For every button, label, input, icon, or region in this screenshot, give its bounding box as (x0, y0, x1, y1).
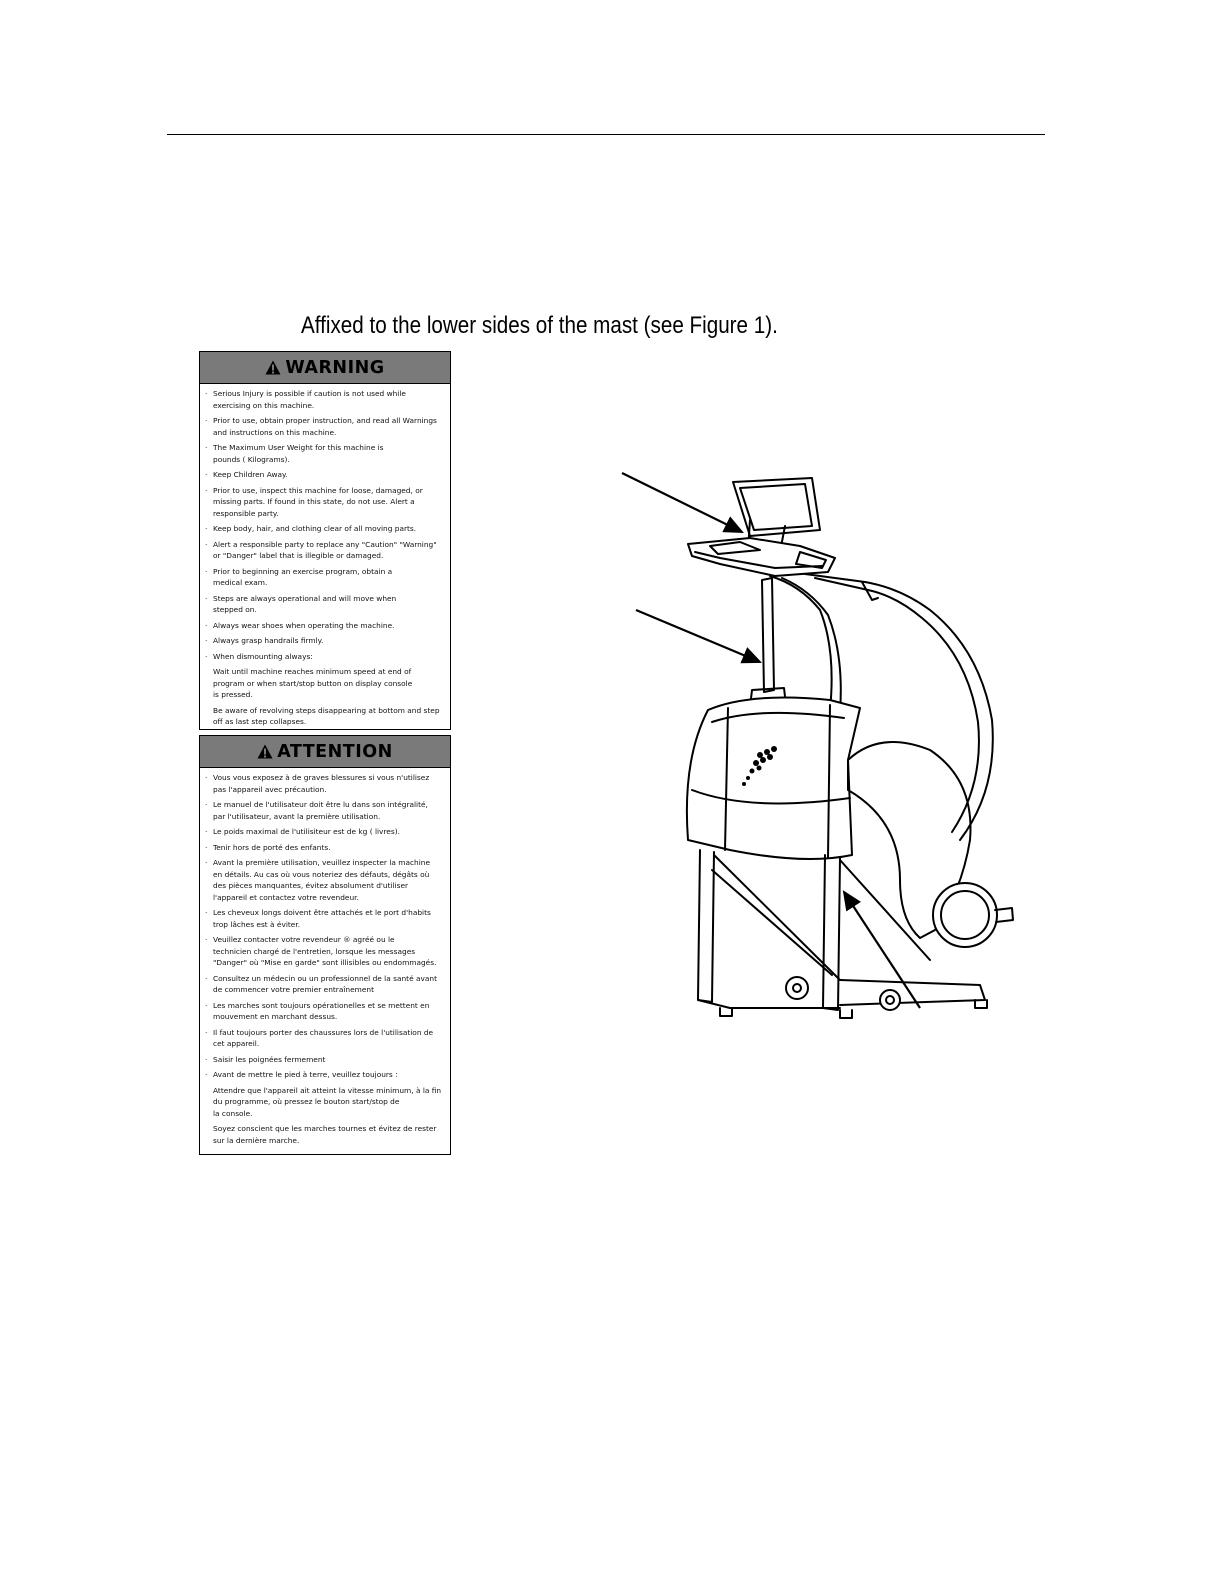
warning-label-header (200, 352, 450, 384)
label-item (205, 772, 446, 795)
label-item-line: Avant la première utilisation, veuillez inspecter la machine (213, 858, 431, 867)
label-subitem-line: program or when start/stop button on display console (213, 678, 413, 688)
label-subitem-line: Wait until machine reaches minimum speed at end of (213, 667, 412, 676)
label-subitem-line: la console. (213, 1108, 253, 1118)
label-subitem-line: du programme, où pressez le bouton start/stop de (213, 1097, 400, 1106)
label-item-line: Consultez un médecin ou un professionnel de la santé avant (213, 973, 437, 983)
label-item-line: responsible party. (213, 508, 279, 518)
label-item-line: Prior to beginning an exercise program, obtain a (213, 566, 393, 576)
bullet-icon: · (205, 935, 208, 944)
label-item-line: medical exam. (213, 578, 268, 587)
label-item-line: Le poids maximal de l'utilisiteur est de kg ( livres). (213, 827, 400, 836)
label-item-line: par l'utilisateur, avant la première utilisation. (213, 811, 381, 821)
label-item-line: exercising on this machine. (213, 400, 315, 410)
label-item (205, 485, 446, 520)
bullet-icon: · (205, 593, 208, 603)
label-item-line: missing parts. If found in this state, do not use. Alert a (213, 497, 415, 506)
label-item (205, 1054, 446, 1066)
bullet-icon: · (205, 524, 208, 533)
label-item-line: Keep body, hair, and clothing clear of all moving parts. (213, 524, 417, 533)
label-item (205, 1069, 446, 1081)
label-item (205, 442, 446, 465)
label-item (205, 539, 446, 562)
label-item-line: "Danger" où "Mise en garde" sont illisibles ou endommagés. (213, 958, 437, 967)
bullet-icon: · (205, 620, 208, 630)
label-item (205, 469, 446, 481)
label-item (205, 388, 446, 411)
header-rule (167, 134, 1045, 135)
bullet-icon: · (205, 827, 208, 836)
label-item (205, 523, 446, 535)
label-item-line: Veuillez contacter votre revendeur ® agréé ou le (213, 935, 395, 944)
bullet-icon: · (205, 470, 208, 479)
label-item (205, 620, 446, 632)
label-item (205, 566, 446, 589)
bullet-icon: · (205, 1000, 208, 1010)
label-item (205, 651, 446, 663)
label-item-line: de commencer votre premier entraînement (213, 985, 374, 994)
bullet-icon: · (205, 1070, 208, 1079)
label-item-line: Prior to use, obtain proper instruction, and read all Warnings (213, 416, 437, 425)
bullet-icon: · (205, 485, 208, 495)
bullet-icon: · (205, 416, 208, 425)
bullet-icon: · (205, 908, 208, 917)
label-item-line: Serious Injury is possible if caution is not used while (213, 389, 406, 398)
bullet-icon: · (205, 389, 208, 398)
attention-label (199, 735, 451, 1155)
label-subitem-line: Attendre que l'appareil ait atteint la vitesse minimum, à la fin (213, 1085, 442, 1095)
label-item-line: When dismounting always: (213, 651, 313, 661)
label-location-caption: Affixed to the lower sides of the mast (see Figure 1). (301, 312, 778, 339)
label-item-line: mouvement en marchant dessus. (213, 1012, 338, 1021)
label-subitem-line: off as last step collapses. (213, 717, 307, 726)
label-subitem-line: Be aware of revolving steps disappearing at bottom and step (213, 705, 440, 715)
label-item (205, 973, 446, 996)
hazard-triangle-icon (257, 744, 273, 759)
label-subitem (205, 666, 446, 701)
label-subitem-line: is pressed. (213, 690, 253, 699)
label-subitem (205, 705, 446, 728)
label-item (205, 857, 446, 903)
label-item (205, 826, 446, 838)
label-item (205, 635, 446, 647)
label-item (205, 415, 446, 438)
bullet-icon: · (205, 842, 208, 852)
label-subitem (205, 1123, 446, 1146)
bullet-icon: · (205, 773, 208, 782)
label-item-line: The Maximum User Weight for this machine is (213, 443, 384, 452)
label-item-line: Il faut toujours porter des chaussures lors de l'utilisation de (213, 1027, 434, 1037)
bullet-icon: · (205, 858, 208, 867)
label-item (205, 1027, 446, 1050)
bullet-icon: · (205, 651, 208, 661)
label-item-line: Vous vous exposez à de graves blessures si vous n'utilisez (213, 773, 430, 782)
warning-items (200, 384, 450, 728)
label-item-line: Prior to use, inspect this machine for loose, damaged, or (213, 485, 423, 495)
bullet-icon: · (205, 1054, 208, 1064)
bullet-icon: · (205, 973, 208, 983)
label-item-line: Le manuel de l'utilisateur doit être lu dans son intégralité, (213, 800, 428, 809)
label-item-line: Steps are always operational and will move when (213, 593, 397, 603)
label-item-line: Always wear shoes when operating the machine. (213, 620, 395, 630)
attention-label-header (200, 736, 450, 768)
label-item-line: and instructions on this machine. (213, 427, 337, 437)
label-item-line: en détails. Au cas où vous noteriez des défauts, dégâts où (213, 869, 430, 879)
hazard-triangle-icon (265, 360, 281, 375)
label-subitem (205, 1085, 446, 1120)
label-item-line: or "Danger" label that is illegible or damaged. (213, 551, 384, 560)
label-item-line: Les marches sont toujours opérationelles et se mettent en (213, 1000, 430, 1010)
label-item (205, 842, 446, 854)
bullet-icon: · (205, 800, 208, 809)
bullet-icon: · (205, 566, 208, 576)
label-item-line: trop lâches est à éviter. (213, 919, 301, 929)
label-item-line: Keep Children Away. (213, 470, 288, 479)
label-item (205, 934, 446, 969)
bullet-icon: · (205, 636, 208, 645)
label-item-line: l'appareil et contactez votre revendeur. (213, 892, 359, 902)
bullet-icon: · (205, 443, 208, 452)
label-item-line: des pièces manquantes, évitez absolument d'utiliser (213, 881, 409, 890)
label-subitem-line: sur la dernière marche. (213, 1135, 300, 1145)
label-item-line: Saisir les poignées fermement (213, 1054, 326, 1064)
label-item-line: Tenir hors de porté des enfants. (213, 842, 331, 852)
label-item-line: Alert a responsible party to replace any "Caution" "Warning" (213, 539, 437, 549)
attention-title: ATTENTION (277, 741, 393, 762)
label-item-line: stepped on. (213, 605, 257, 614)
label-item (205, 799, 446, 822)
label-item-line: Avant de mettre le pied à terre, veuillez toujours : (213, 1070, 398, 1079)
label-item (205, 907, 446, 930)
label-item-line: pas l'appareil avec précaution. (213, 784, 327, 794)
warning-title: WARNING (285, 357, 385, 378)
label-item-line: Always grasp handrails firmly. (213, 636, 324, 645)
label-item-line: pounds ( Kilograms). (213, 454, 290, 464)
label-item-line: cet appareil. (213, 1039, 260, 1048)
label-item-line: Les cheveux longs doivent être attachés et le port d'habits (213, 908, 431, 917)
attention-items (200, 768, 450, 1146)
bullet-icon: · (205, 539, 208, 549)
label-item (205, 593, 446, 616)
label-item (205, 1000, 446, 1023)
label-item-line: technicien chargé de l'entretien, lorsque les messages (213, 946, 416, 956)
warning-label (199, 351, 451, 730)
bullet-icon: · (205, 1027, 208, 1037)
label-subitem-line: Soyez conscient que les marches tournes et évitez de rester (213, 1124, 437, 1133)
stepmill-machine-illustration (600, 460, 1050, 1030)
